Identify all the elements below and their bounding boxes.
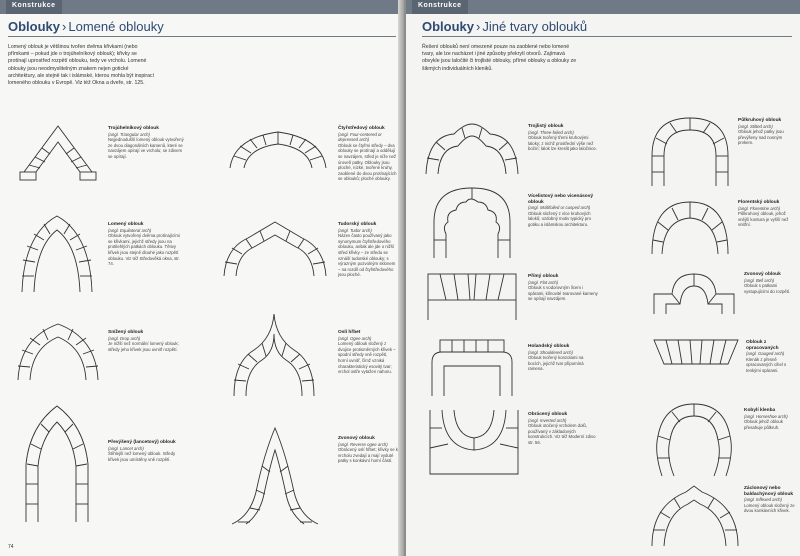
section-tab: Konstrukce (6, 0, 62, 14)
entry-drop: Snížený oblouk (angl. Drop arch) Je nižší než normální lomený oblouk; středy jeho křivek jsou uvnitř rozpětí. (108, 330, 179, 352)
entry-gauged: Oblouk z opracovaných (angl. Gauged arch) Klenák z přesně opracovaných cihel s tenkými spárami. (746, 340, 787, 373)
entry-lancet: Převýšený (lancetový) oblouk (angl. Lancet arch) Štíhlejší než lomený oblouk. Středy křivek jsou umístěny vně rozpětí. (108, 440, 176, 462)
section-tab-right: Konstrukce (412, 0, 468, 14)
multifoiled-arch-drawing (432, 186, 512, 260)
flat-arch-drawing (426, 272, 518, 322)
right-page (406, 0, 800, 556)
intro-text: Lomený oblouk je většinou tvořen dvěma křivkami (nebo přímkami – pokud jde o trojúhelníkový oblouk); křivky se protínají uprostřed rozpětí oblouku, tedy ve vrcholu. Lomené oblouky jsou neodmyslitelným znakem nejen gotické architektury, ale stejně tak i islámské, kterou mohla být inspirací lomeného oblouku v Evropě. Viz též Okna a dveře, str. 125. (8, 44, 155, 87)
entry-reverse-ogee: Zvonový oblouk (angl. Reverse ogee arch) Obrácený oslí hřbet; křivky se k vrcholu zvedají a mají vyduté patky s konkávní horní částí. (338, 436, 398, 464)
inflexed-arch-drawing (650, 484, 740, 548)
equilateral-arch-drawing (20, 214, 94, 294)
page-title-right (422, 19, 587, 34)
title-rest: Lomené oblouky (68, 19, 164, 34)
page-number: 74 (8, 544, 14, 550)
page-title-left (8, 19, 164, 34)
entry-tudor: Tudorský oblouk (angl. Tudor arch) Název často používaný jako synonymum čtyřstředového oblouku, avšak ale jde o nižší střed křivky – ze středu se vznáší tudorské oblouky; s výrazným pozvolným sklonem – na rozdíl od čtyřstředového jsou ploché. (338, 222, 396, 278)
entry-florentine: Florentský oblouk (angl. Florentine arch) Půlkruhový oblouk, jehož vnější kontura je vyšší než vnitřní. (738, 200, 789, 228)
horseshoe-arch-drawing (652, 402, 736, 478)
title-rule (8, 36, 396, 37)
lancet-arch-drawing (24, 404, 90, 524)
entry-stilted: Půlkruhový oblouk (angl. Stilted arch) Oblouk jehož patky jsou převýšeny nad nosným prvkem. (738, 118, 784, 146)
drop-arch-drawing (16, 322, 100, 382)
four-centered-arch-drawing (226, 128, 330, 172)
entry-three-foiled: Trojlistý oblouk (angl. Three-foiled arch) Oblouk tvořený třemi kruhovými laloky; z nichž prostřední výše než boční; lalok lze kreslit jako laločnice. (528, 124, 598, 152)
entry-inverted: Obrácený oblouk (angl. Inverted arch) Oblouk otočený vrcholem dolů, používaný v základových konstrukcích. Viz též Moderní zdivo str. 56. (528, 412, 596, 445)
florentine-arch-drawing (650, 200, 730, 256)
gauged-arch-drawing (652, 338, 740, 366)
reverse-ogee-arch-drawing (230, 426, 320, 526)
entry-multifoiled: Vícelistový nebo vicenásový oblouk (angl. Multifoiled or cusped arch) Oblouk složený z více kruhových laloků; ozdobný motiv typický pro gotiku a islámskou architekturu. (528, 194, 594, 227)
title-rest-right: Jiné tvary oblouků (482, 19, 588, 34)
intro-text-right: Řešení oblouků není omezené pouze na zaoblené nebo lomené tvary, ale lze nacházet i jiné způsoby překrytí otvorů. Zajímavá obvykle jsou laločité či trojlisté oblouky, přímé oblouky a oblouky ze šikmých individuálních kleniků. (422, 44, 577, 72)
entry-equilateral: Lomený oblouk (angl. Equilateral arch) Oblouk vytvořený dvěma protínajícími se křivkami, jejichž středy jsou na protilehlých patkách oblouku. Tětivy křivek jsou stejně dlouhé jako rozpětí oblouku. Viz též Středověká okna, str. 74. (108, 222, 180, 267)
title-rule-right (422, 36, 792, 37)
entry-four-centered: Čtyřstředový oblouk (angl. Four-centered or depressed arch) Oblouk se čtyřmi středy – dva oblouky se protínají a oddělují se navzájem, střed je níže než úroveň patky. Oblouky jsou ploché, nízké, tvořené kruhy, zaoblené do dvou protínajících se oblouků; ploché oblouky. (338, 126, 397, 182)
entry-shouldered: Holandský oblouk (angl. Shouldered arch) Oblouk tvořený konzolami na bocích, jejichž tvar připomíná ramena. (528, 344, 584, 372)
title-separator: › (62, 19, 67, 34)
three-foiled-arch-drawing (424, 122, 520, 176)
entry-triangular: Trojúhelníkový oblouk (angl. Triangular arch) Nejjednodušší lomený oblouk vytvořený ze dvou diagonálních kamenů, které se navzájem opírají ve vrcholu; se zdivem se opírají. (108, 126, 184, 159)
entry-horseshoe: Kobylí klenba (angl. Horseshoe arch) Oblouk jehož oblouk přesahuje půlkruh. (744, 408, 788, 430)
triangular-arch-drawing (18, 120, 98, 180)
shouldered-arch-drawing (430, 338, 514, 398)
entry-flat: Přímý oblouk (angl. Flat arch) Oblouk s vodorovným lícem i spárami, klínovité tvarované kameny se opírají navzájem. (528, 274, 598, 302)
stilted-arch-drawing (650, 116, 730, 188)
inverted-arch-drawing (428, 408, 520, 476)
section-band-right (406, 0, 800, 14)
title-bold-right: Oblouky (422, 19, 475, 34)
entry-inflexed: Záclonový nebo baldachýnový oblouk (angl. Inflexed arch) Lomený oblouk složený ze dvou konkávních křivek. (744, 486, 795, 514)
title-bold: Oblouky (8, 19, 61, 34)
entry-bell: Zvonový oblouk (angl. Bell arch) Oblouk s patkami vystupujícími do rozpětí. (744, 272, 791, 294)
section-band (0, 0, 404, 14)
ogee-arch-drawing (232, 312, 316, 398)
tudor-arch-drawing (220, 218, 330, 278)
bell-arch-drawing (652, 272, 736, 316)
title-separator-right: › (476, 19, 481, 34)
entry-ogee: Oslí hřbet (angl. Ogee arch) Lomený oblouk složený z dvojice protisměrných křivek – spodní středy vně rozpětí, horní uvnitř, čímž vzniká charakteristický esovitý tvar; vrchol ostře vytažen nahoru. (338, 330, 396, 375)
